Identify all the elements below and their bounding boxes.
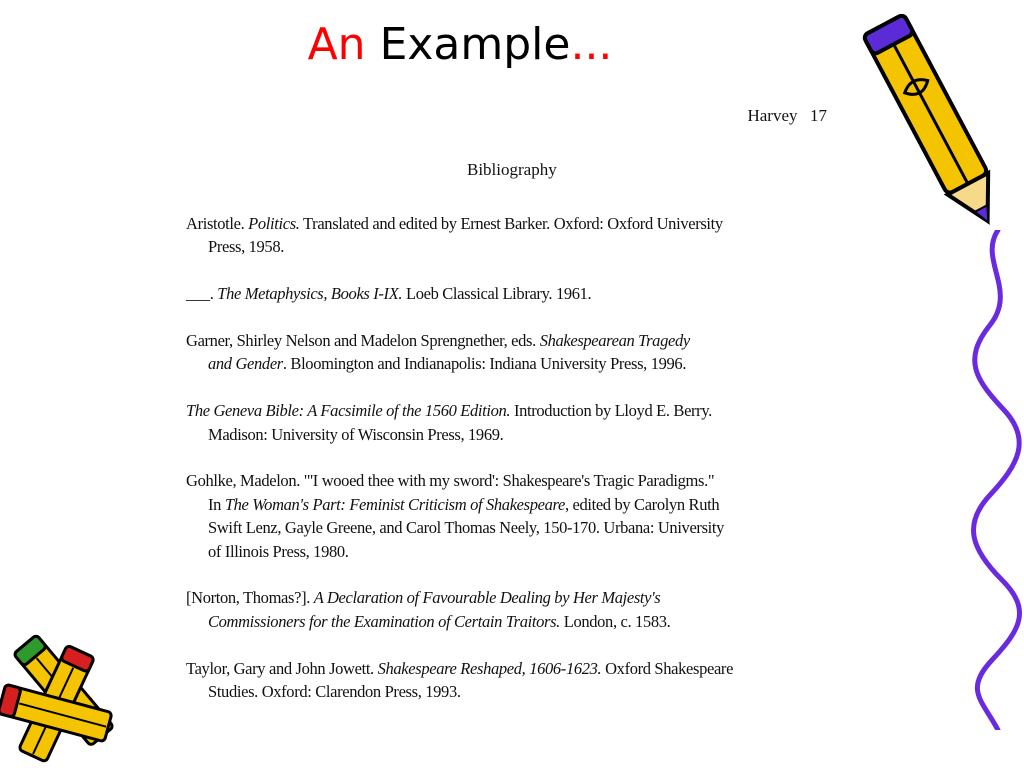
bibliography-entry	[186, 399, 836, 446]
entry-line: In The Woman's Part: Feminist Criticism of Shakespeare, edited by Carolyn Ruth	[208, 494, 720, 514]
entry-line: Press, 1958.	[208, 237, 285, 257]
entry-line: [Norton, Thomas?]. A Declaration of Favourable Dealing by Her Majesty's	[186, 588, 661, 608]
entry-line: Madison: University of Wisconsin Press, 1969.	[208, 424, 504, 444]
entry-line: Aristotle. Politics. Translated and edited by Ernest Barker. Oxford: Oxford University	[186, 214, 723, 233]
title-example: Example	[379, 19, 571, 70]
entry-line: Taylor, Gary and John Jowett. Shakespeare Reshaped, 1606-1623. Oxford Shakespeare	[186, 658, 734, 678]
entry-line: and Gender. Bloomington and Indianapolis: Indiana University Press, 1996.	[208, 354, 687, 374]
title-dots: ...	[570, 19, 613, 70]
entry-line: Garner, Shirley Nelson and Madelon Sprengnether, eds. Shakespearean Tragedy	[186, 331, 690, 350]
entry-line: of Illinois Press, 1980.	[208, 541, 349, 561]
pencil-icon	[860, 2, 1010, 247]
pencils-cluster-icon	[0, 618, 135, 768]
squiggle-line	[968, 230, 1024, 730]
entry-line: Gohlke, Madelon. "'I wooed thee with my sword': Shakespeare's Tragic Paradigms."	[186, 471, 715, 491]
page-header: Harvey 17	[747, 106, 827, 125]
entry-line: Swift Lenz, Gayle Greene, and Carol Thomas Neely, 150-170. Urbana: University	[208, 518, 725, 538]
bibliography-entry	[186, 212, 836, 259]
entry-line: The Geneva Bible: A Facsimile of the 1560 Edition. Introduction by Lloyd E. Berry.	[186, 401, 712, 421]
entry-line: ___. The Metaphysics, Books I-IX. Loeb Classical Library. 1961.	[186, 284, 592, 304]
bibliography-list	[186, 212, 836, 703]
title-an: An	[307, 19, 366, 70]
bibliography-entry	[186, 586, 836, 633]
entry-line: Studies. Oxford: Clarendon Press, 1993.	[208, 682, 461, 702]
entry-line: Commissioners for the Examination of Certain Traitors. London, c. 1583.	[208, 611, 671, 631]
bibliography-heading: Bibliography	[467, 160, 557, 179]
bibliography-entry	[186, 469, 836, 563]
bibliography-entry	[186, 282, 836, 305]
bibliography-entry	[186, 329, 836, 376]
slide-title	[0, 12, 920, 78]
bibliography-entry	[186, 657, 836, 704]
